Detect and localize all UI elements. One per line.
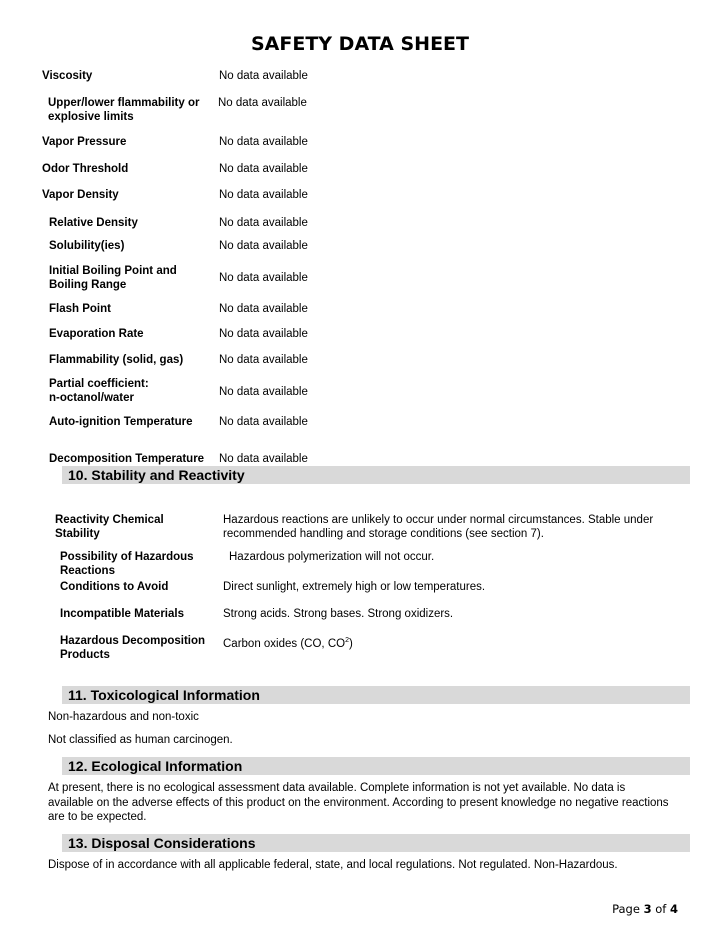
stability-label <box>60 634 205 662</box>
paragraph: Non-hazardous and non-toxic <box>48 711 199 723</box>
stability-label-line: Stability <box>55 528 100 540</box>
property-label: Odor Threshold <box>42 163 129 175</box>
stability-value-line: recommended handling and storage conditions (see section 7). <box>223 528 544 540</box>
property-value: No data available <box>219 386 308 398</box>
property-label-line: Partial coefficient: <box>49 378 149 390</box>
stability-value: Direct sunlight, extremely high or low temperatures. <box>223 581 486 593</box>
property-value: No data available <box>219 453 308 465</box>
section-heading: 12. Ecological Information <box>68 758 243 774</box>
property-value: No data available <box>219 354 308 366</box>
property-value: No data available <box>219 163 308 175</box>
property-label: Evaporation Rate <box>49 328 144 340</box>
subscript-text: 2 <box>345 637 349 644</box>
section-heading: 10. Stability and Reactivity <box>68 467 245 483</box>
stability-value: Hazardous polymerization will not occur. <box>229 551 435 563</box>
value-text: Carbon oxides (CO, CO <box>223 637 346 650</box>
stability-label-line: Reactions <box>60 565 115 577</box>
page-text: Page <box>612 902 644 916</box>
property-label <box>49 377 149 405</box>
property-value: No data available <box>219 70 308 82</box>
stability-value <box>223 513 653 541</box>
property-label-line: Boiling Range <box>49 279 127 291</box>
property-value: No data available <box>219 303 308 315</box>
property-value: No data available <box>219 272 308 284</box>
section-heading-bar <box>62 757 690 775</box>
stability-label-line: Products <box>60 649 110 661</box>
stability-label: Incompatible Materials <box>60 608 184 620</box>
paragraph-line: are to be expected. <box>48 811 147 823</box>
property-label: Flammability (solid, gas) <box>49 354 184 366</box>
stability-label: Conditions to Avoid <box>60 581 169 593</box>
property-label <box>48 96 199 124</box>
stability-label-line: Hazardous Decomposition <box>60 635 206 647</box>
document-title: SAFETY DATA SHEET <box>251 33 469 55</box>
stability-label <box>60 550 194 578</box>
stability-value <box>223 634 353 651</box>
stability-label-line: Possibility of Hazardous <box>60 551 194 563</box>
property-label-line: Upper/lower flammability or <box>48 97 200 109</box>
value-text: ) <box>348 637 353 650</box>
property-label-line: n-octanol/water <box>49 392 134 404</box>
property-label: Vapor Density <box>42 189 119 201</box>
property-label: Decomposition Temperature <box>49 453 205 465</box>
property-label-line: Initial Boiling Point and <box>49 265 177 277</box>
paragraph: Dispose of in accordance with all applicable federal, state, and local regulations. Not regulated. Non-Hazardous. <box>48 859 618 871</box>
property-value: No data available <box>219 328 308 340</box>
page-number <box>612 902 678 916</box>
property-label: Solubility(ies) <box>49 240 125 252</box>
stability-value-line: Hazardous reactions are unlikely to occur under normal circumstances. Stable under <box>223 514 654 526</box>
section-heading-bar <box>62 686 690 704</box>
paragraph: Not classified as human carcinogen. <box>48 734 233 746</box>
page-text: of <box>651 902 670 916</box>
stability-value: Strong acids. Strong bases. Strong oxidizers. <box>223 608 454 620</box>
total-pages: 4 <box>669 902 678 916</box>
section-heading: 13. Disposal Considerations <box>68 835 256 851</box>
property-value: No data available <box>219 240 308 252</box>
paragraph-line: At present, there is no ecological assessment data available. Complete information is not yet available. No data is <box>48 782 626 794</box>
property-value: No data available <box>218 97 307 109</box>
property-value: No data available <box>219 416 308 428</box>
stability-label <box>55 513 164 541</box>
section-heading-bar <box>62 834 690 852</box>
section-heading: 11. Toxicological Information <box>68 687 260 703</box>
property-label: Vapor Pressure <box>42 136 127 148</box>
property-label-line: explosive limits <box>48 111 134 123</box>
stability-label-line: Reactivity Chemical <box>55 514 164 526</box>
section-heading-bar <box>62 466 690 484</box>
current-page: 3 <box>643 902 652 916</box>
property-value: No data available <box>219 189 308 201</box>
property-label: Relative Density <box>49 217 138 229</box>
property-label: Viscosity <box>42 70 93 82</box>
paragraph <box>48 781 669 825</box>
property-value: No data available <box>219 217 308 229</box>
property-label: Flash Point <box>49 303 111 315</box>
property-value: No data available <box>219 136 308 148</box>
property-label: Auto-ignition Temperature <box>49 416 193 428</box>
paragraph-line: available on the adverse effects of this product on the environment. According to present knowledge no negative reactions <box>48 796 669 809</box>
property-label <box>49 264 177 292</box>
